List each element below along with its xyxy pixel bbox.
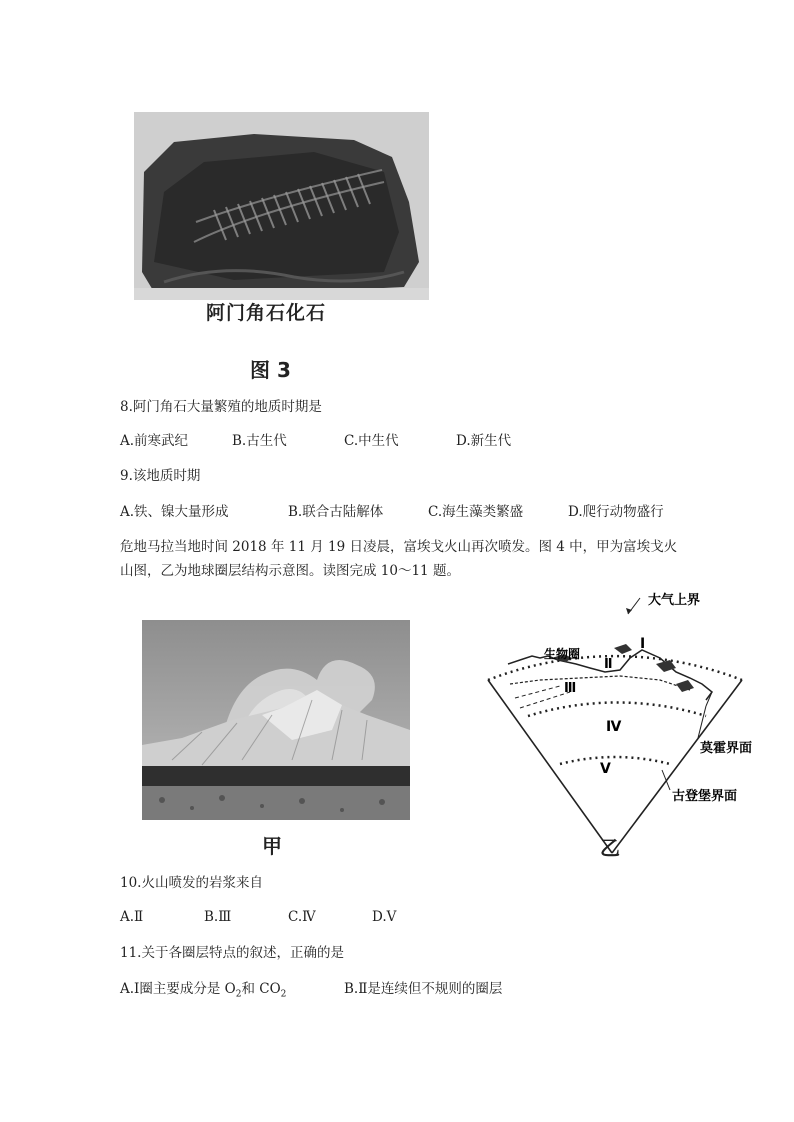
- q11-option-a: [120, 980, 286, 1004]
- label-layer-i: Ⅰ: [640, 636, 646, 652]
- figure-jia-label: 甲: [262, 834, 282, 858]
- volcano-image: [142, 620, 410, 820]
- label-layer-iv: Ⅳ: [606, 719, 622, 735]
- label-moho: 莫霍界面: [700, 741, 753, 756]
- label-layer-iii: Ⅲ: [564, 681, 577, 696]
- label-layer-v: Ⅴ: [600, 761, 611, 777]
- q9-stem: 9.该地质时期: [120, 468, 201, 484]
- q11-option-b: B.Ⅱ是连续但不规则的圈层: [344, 981, 503, 997]
- q11-option-a-sub-2: 2: [280, 989, 287, 1000]
- figure-3-label: 图 3: [250, 358, 291, 382]
- label-biosphere: 生物圈: [544, 647, 581, 661]
- q10-option-b: B.Ⅲ: [204, 909, 232, 925]
- q11-option-a-text-1: A.Ⅰ圈主要成分是 O: [120, 981, 236, 997]
- label-layer-ii: Ⅱ: [604, 657, 613, 672]
- q11-option-a-text-2: 和 CO: [241, 981, 281, 997]
- label-atmosphere-top: 大气上界: [648, 593, 701, 608]
- fossil-caption: 阿门角石化石: [206, 302, 327, 324]
- fossil-image: [134, 112, 429, 300]
- q9-option-a: A.铁、镍大量形成: [120, 504, 229, 520]
- q10-stem: 10.火山喷发的岩浆来自: [120, 875, 263, 891]
- q8-option-c: C.中生代: [344, 433, 399, 449]
- q11-stem: 11.关于各圈层特点的叙述，正确的是: [120, 945, 344, 961]
- q8-option-b: B.古生代: [232, 433, 287, 449]
- q8-option-d: D.新生代: [456, 433, 512, 449]
- q9-option-d: D.爬行动物盛行: [568, 504, 664, 520]
- intro-line-2: 山图，乙为地球圈层结构示意图。读图完成 10～11 题。: [120, 563, 460, 579]
- label-gutenberg: 古登堡界面: [672, 789, 738, 804]
- intro-line-1: 危地马拉当地时间 2018 年 11 月 19 日凌晨，富埃戈火山再次喷发。图 4 中，甲为富埃戈火: [120, 539, 678, 555]
- q10-option-c: C.Ⅳ: [288, 909, 316, 925]
- q10-option-a: A.Ⅱ: [120, 909, 144, 925]
- q10-option-d: D.Ⅴ: [372, 909, 397, 925]
- q8-option-a: A.前寒武纪: [120, 433, 189, 449]
- figure-yi-label: 乙: [600, 836, 620, 860]
- q11-option-a-sub-1: 2: [235, 989, 242, 1000]
- q8-stem: 8.阿门角石大量繁殖的地质时期是: [120, 399, 322, 415]
- fossil-photo: [134, 112, 429, 300]
- earth-sphere-diagram: [480, 588, 780, 868]
- q9-option-b: B.联合古陆解体: [288, 504, 384, 520]
- q9-option-c: C.海生藻类繁盛: [428, 504, 524, 520]
- volcano-photo: [142, 620, 410, 820]
